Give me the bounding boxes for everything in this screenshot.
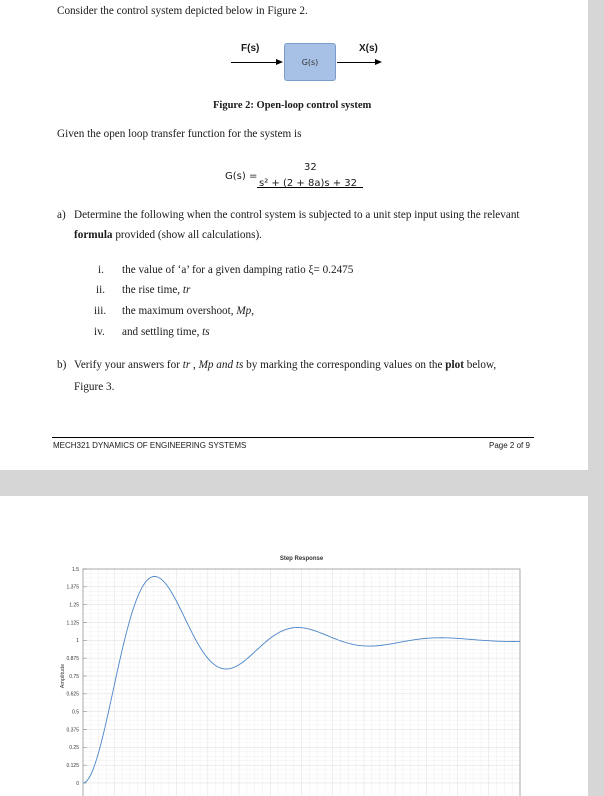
part-a-line2-rest: provided (show all calculations). [112,229,262,241]
equation-numerator: 32 [304,162,317,173]
equation-lhs: G(s) = [225,171,258,182]
y-tick-label: 0.375 [66,727,79,734]
part-b-text-c: below, [463,359,497,371]
item-ii-symbol: tr [182,284,191,296]
y-axis-ticks [66,567,87,787]
y-tick-label: 1.125 [66,620,79,627]
output-arrow-head [375,59,382,65]
item-ii-num: ii. [96,284,106,296]
y-tick-label: 0.125 [66,762,79,769]
part-b-line2: Figure 3. [74,381,115,393]
chart-title: Step Response [279,556,324,562]
part-b-line1 [74,359,496,371]
item-iv-label: and settling time, [122,326,203,338]
y-tick-label: 1.375 [66,584,79,591]
part-b-marker: b) [57,359,67,371]
figure-caption: Figure 2: Open-loop control system [213,100,372,111]
footer-page-number: Page 2 of 9 [489,441,530,450]
part-b-symbols: tr , Mp and ts [182,359,244,371]
intro-text: Consider the control system depicted below in Figure 2. [57,5,308,17]
y-tick-label: 0.75 [69,673,79,680]
part-a-marker: a) [57,209,66,221]
input-arrow-head [276,59,283,65]
footer-course: MECH321 DYNAMICS OF ENGINEERING SYSTEMS [53,441,247,450]
item-iii-label: the maximum overshoot, [122,305,237,317]
footer-rule [52,437,534,438]
output-arrow-line [337,62,376,63]
block-label: G(s) [301,57,319,67]
transfer-block [284,43,336,81]
item-iv-symbol: ts [202,326,210,338]
part-a-line1: Determine the following when the control system is subjected to a unit step input using the relevant [74,209,520,221]
output-label: X(s) [359,43,378,54]
given-text: Given the open loop transfer function for the system is [57,128,302,140]
y-axis-label: Amplitude [60,663,66,689]
item-ii-text [122,284,190,296]
part-b-text-a: Verify your answers for [74,359,183,371]
item-i-text: the value of ‘a’ for a given damping ratio ξ= 0.2475 [122,264,354,276]
y-tick-label: 0.625 [66,691,79,698]
chart-grid [83,569,520,796]
item-iii-text [122,305,254,317]
part-a-line2 [74,229,262,241]
y-tick-label: 0 [76,780,79,787]
y-tick-label: 1.5 [72,566,79,573]
y-tick-label: 0.25 [69,745,79,752]
document-page-2 [0,496,588,796]
y-tick-label: 0.875 [66,655,79,662]
item-iii-symbol: Mp, [236,305,255,317]
y-tick-label: 1.25 [69,602,79,609]
y-tick-label: 0.5 [72,709,79,716]
item-ii-label: the rise time, [122,284,183,296]
input-label: F(s) [241,43,260,54]
item-iv-num: iv. [94,326,105,338]
item-i-num: i. [98,264,104,276]
part-a-bold-word: formula [74,229,113,241]
item-iii-num: iii. [94,305,107,317]
equation-denominator: s² + (2 + 8a)s + 32 [259,178,358,189]
y-tick-label: 1 [76,638,79,645]
step-response-chart [0,496,588,796]
item-iv-text [122,326,210,338]
input-arrow-line [231,62,276,63]
part-b-bold-word: plot [445,359,464,371]
part-b-text-b: by marking the corresponding values on the [243,359,446,371]
